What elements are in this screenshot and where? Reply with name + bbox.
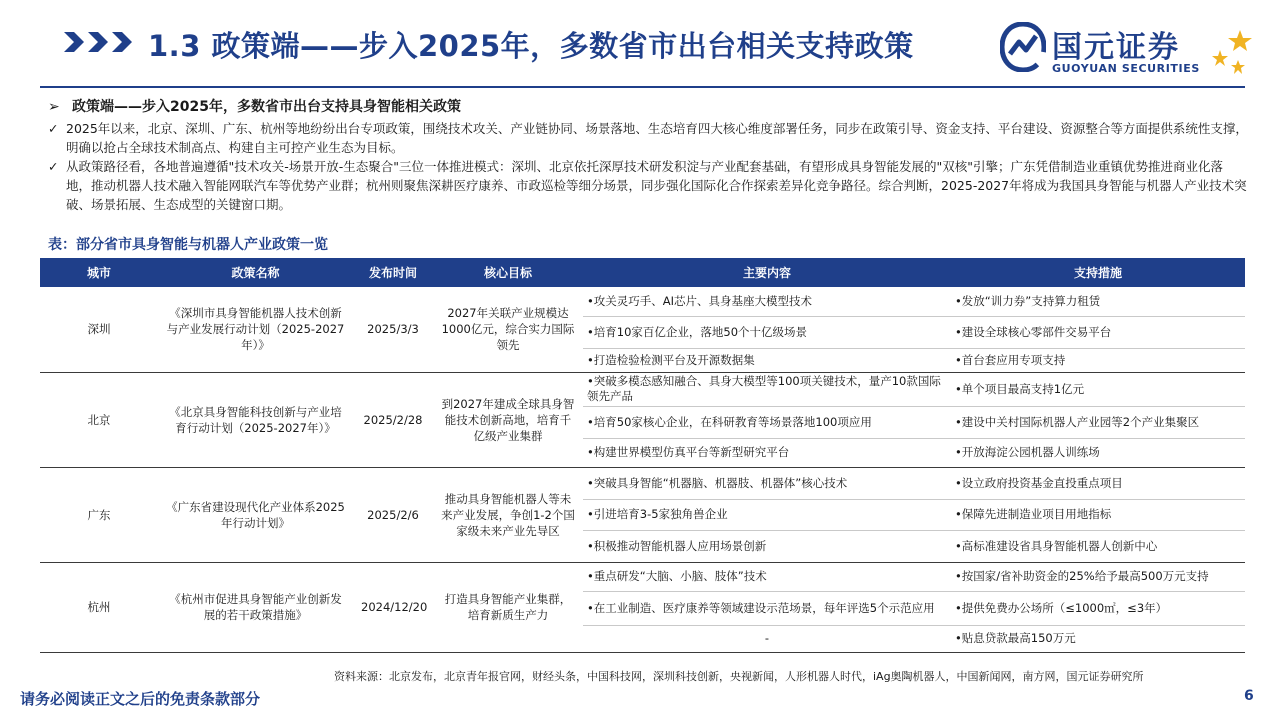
cell-support: •建设全球核心零部件交易平台: [951, 316, 1245, 348]
cell-support: •发放“训力券”支持算力租赁: [951, 287, 1245, 316]
source-note: 资料来源：北京发布，北京青年报官网，财经头条，中国科技网，深圳科技创新，央视新闻，人形机器人时代，iAg奥陶机器人，中国新闻网，南方网，国元证券研究所: [334, 670, 1144, 683]
logo-english-name: GUOYUAN SECURITIES: [1052, 62, 1200, 75]
check-icon: ✓: [48, 121, 59, 136]
cell-support: •贴息贷款最高150万元: [951, 625, 1245, 652]
summary-bullet: [48, 157, 1248, 214]
policy-table: [40, 258, 1245, 653]
cell-content: -: [583, 625, 951, 652]
cell-content: •构建世界模型仿真平台等新型研究平台: [583, 438, 951, 467]
cell-goal: 2027年关联产业规模达1000亿元，综合实力国际领先: [433, 287, 583, 372]
table-row: [40, 372, 1245, 406]
cell-content: •培育50家核心企业，在科研教育等场景落地100项应用: [583, 406, 951, 438]
table-row: [40, 287, 1245, 316]
cell-support: •设立政府投资基金直投重点项目: [951, 467, 1245, 499]
cell-support: •单个项目最高支持1亿元: [951, 372, 1245, 406]
guoyuan-logo-mark-icon: [1000, 22, 1046, 72]
logo-chinese-name: 国元证券: [1052, 30, 1180, 65]
cell-support: •保障先进制造业项目用地指标: [951, 499, 1245, 530]
cell-city: 深圳: [40, 287, 158, 372]
heading-arrow-icon: ➢: [48, 99, 60, 115]
summary-bullet-text: 从政策路径看，各地普遍遵循"技术攻关-场景开放-生态聚合"三位一体推进模式：深圳、北京依托深厚技术研发积淀与产业配套基础，有望形成具身智能发展的"双核"引擎；广东凭借制造业重镇优势推进商业化落地，推动机器人技术融入智能网联汽车等优势产业群；杭州则聚焦深耕医疗康养、市政巡检等细分场景，同步强化国际化合作探索差异化竞争路径。综合判断，2025-2027年将成为我国具身智能与机器人产业技术突破、场景拓展、生态成型的关键窗口期。: [66, 159, 1247, 212]
table-row: [40, 467, 1245, 499]
cell-goal: 到2027年建成全球具身智能技术创新高地，培育千亿级产业集群: [433, 372, 583, 467]
cell-date: 2024/12/20: [353, 562, 433, 652]
table-caption: 表：部分省市具身智能与机器人产业政策一览: [48, 237, 328, 253]
cell-content: •打造检验检测平台及开源数据集: [583, 348, 951, 372]
summary-bullet-text: 2025年以来，北京、深圳、广东、杭州等地纷纷出台专项政策，围绕技术攻关、产业链协同、场景落地、生态培育四大核心维度部署任务，同步在政策引导、资金支持、平台建设、资源整合等方面提供系统性支撑，明确以抢占全球技术制高点、构建自主可控产业生态为目标。: [66, 121, 1248, 155]
check-icon: ✓: [48, 159, 59, 174]
cell-content: •突破具身智能“机器脑、机器肢、机器体”核心技术: [583, 467, 951, 499]
cell-content: •重点研发“大脑、小脑、肢体”技术: [583, 562, 951, 591]
summary-bullet: [48, 119, 1248, 157]
cell-content: •在工业制造、医疗康养等领域建设示范场景，每年评选5个示范应用: [583, 591, 951, 625]
cell-goal: 打造具身智能产业集群，培育新质生产力: [433, 562, 583, 652]
cell-policy: 《杭州市促进具身智能产业创新发展的若干政策措施》: [158, 562, 353, 652]
cell-support: •高标准建设省具身智能机器人创新中心: [951, 530, 1245, 562]
summary-section: [48, 98, 1248, 214]
cell-date: 2025/2/6: [353, 467, 433, 562]
title-arrows-icon: [62, 30, 132, 54]
cell-content: •培育10家百亿企业，落地50个十亿级场景: [583, 316, 951, 348]
cell-content: •攻关灵巧手、AI芯片、具身基座大模型技术: [583, 287, 951, 316]
cell-support: •按国家/省补助资金的25%给予最高500万元支持: [951, 562, 1245, 591]
header-divider: [40, 86, 1245, 88]
cell-goal: 推动具身智能机器人等未来产业发展，争创1-2个国家级未来产业先导区: [433, 467, 583, 562]
slide-header: [0, 0, 1280, 86]
summary-heading: [48, 98, 1248, 117]
header-city: 城市: [40, 258, 158, 287]
cell-city: 北京: [40, 372, 158, 467]
header-goal: 核心目标: [433, 258, 583, 287]
summary-heading-text: 政策端——步入2025年，多数省市出台支持具身智能相关政策: [72, 99, 461, 115]
disclaimer-note: 请务必阅读正文之后的免责条款部分: [20, 690, 261, 708]
cell-policy: 《北京具身智能科技创新与产业培育行动计划（2025-2027年）》: [158, 372, 353, 467]
table-row: [40, 562, 1245, 591]
cell-content: •引进培育3-5家独角兽企业: [583, 499, 951, 530]
header-content: 主要内容: [583, 258, 951, 287]
cell-city: 广东: [40, 467, 158, 562]
cell-support: •建设中关村国际机器人产业园等2个产业集聚区: [951, 406, 1245, 438]
cell-city: 杭州: [40, 562, 158, 652]
table-header-row: [40, 258, 1245, 287]
cell-date: 2025/3/3: [353, 287, 433, 372]
cell-support: •首台套应用专项支持: [951, 348, 1245, 372]
cell-support: •提供免费办公场所（≤1000㎡，≤3年）: [951, 591, 1245, 625]
cell-content: •突破多模态感知融合、具身大模型等100项关键技术，量产10款国际领先产品: [583, 372, 951, 406]
cell-support: •开放海淀公园机器人训练场: [951, 438, 1245, 467]
cell-policy: 《深圳市具身智能机器人技术创新与产业发展行动计划（2025-2027年）》: [158, 287, 353, 372]
header-date: 发布时间: [353, 258, 433, 287]
page-title: 1.3 政策端——步入2025年，多数省市出台相关支持政策: [148, 29, 914, 63]
cell-content: •积极推动智能机器人应用场景创新: [583, 530, 951, 562]
header-policy: 政策名称: [158, 258, 353, 287]
company-logo: [1000, 18, 1260, 80]
header-support: 支持措施: [951, 258, 1245, 287]
logo-stars-icon: [1212, 30, 1252, 76]
cell-date: 2025/2/28: [353, 372, 433, 467]
page-number: 6: [1244, 688, 1254, 704]
cell-policy: 《广东省建设现代化产业体系2025年行动计划》: [158, 467, 353, 562]
